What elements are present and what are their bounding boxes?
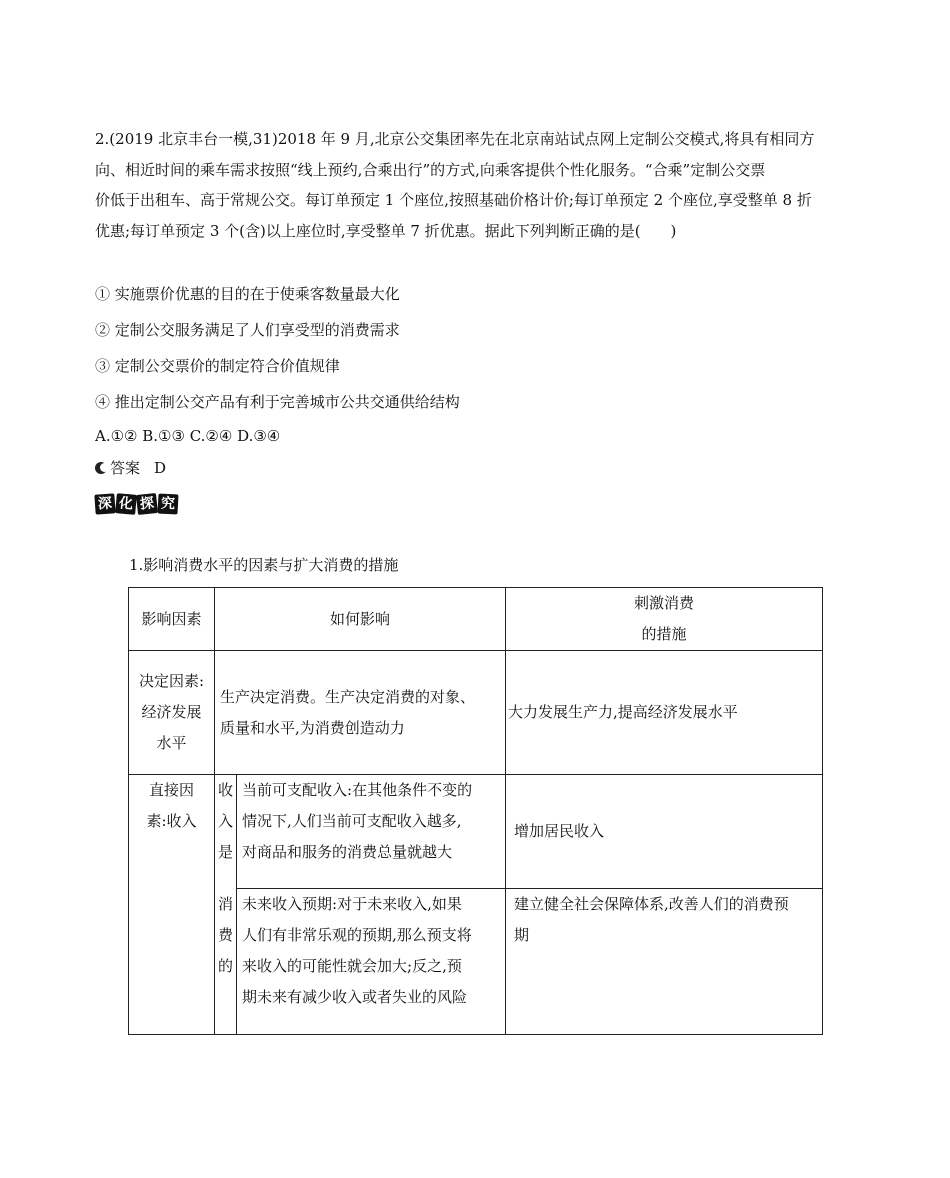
header-measure-line: 刺激消费: [634, 594, 695, 612]
row3-how: [237, 889, 506, 1035]
question-line: 价低于出租车、高于常规公交。每订单预定 1 个座位,按照基础价格计价;每订单预定 2 个座位,享受整单 8 折: [95, 191, 812, 209]
row3-measure: [506, 889, 823, 1035]
cell-char: 消: [218, 894, 234, 913]
answer-row: [95, 453, 166, 483]
badge-char: 究: [157, 493, 178, 514]
question-line: 向、相近时间的乘车需求按照“线上预约,合乘出行”的方式,向乘客提供个性化服务。“合乘”定制公交票: [95, 160, 766, 179]
question-options: [95, 276, 460, 420]
cell-line: 人们有非常乐观的预期,那么预支将: [242, 926, 472, 944]
consumption-table: [128, 587, 823, 1035]
answer-label: 答案: [110, 459, 141, 477]
cell-char: 是: [218, 843, 234, 861]
cell-char: 费: [218, 925, 234, 944]
row2-measure: 增加居民收入: [506, 775, 823, 889]
badge-char: 探: [136, 493, 158, 515]
cell-line: 期未来有减少收入或者失业的风险: [242, 988, 468, 1006]
table-row: [129, 889, 823, 1035]
option-4: ④ 推出定制公交产品有利于完善城市公共交通供给结构: [95, 393, 460, 411]
section-badge: [95, 494, 179, 514]
cell-line: 水平: [156, 734, 187, 752]
table-row: [129, 775, 823, 889]
row1-measure: 大力发展生产力,提高经济发展水平: [506, 651, 823, 775]
question-line: 2.(2019 北京丰台一模,31)2018 年 9 月,北京公交集团率先在北京南站试点网上定制公交模式,将具有相同方: [95, 130, 815, 148]
table-row: [129, 651, 823, 775]
cell-line: 期: [514, 926, 530, 944]
option-2: ② 定制公交服务满足了人们享受型的消费需求: [95, 321, 400, 339]
header-measure: [506, 588, 823, 651]
cell-line: 经济发展: [141, 703, 202, 721]
row1-factor: [129, 651, 215, 775]
row2-factor: [129, 775, 215, 1035]
header-measure-line: 的措施: [641, 625, 687, 643]
cell-line: 未来收入预期:对于未来收入,如果: [242, 895, 462, 913]
answer-moon-icon: [95, 462, 107, 474]
cell-line: 情况下,人们当前可支配收入越多,: [242, 812, 462, 830]
header-how: 如何影响: [215, 588, 506, 651]
row1-how: [215, 651, 506, 775]
row2-how: [237, 775, 506, 889]
option-1: ① 实施票价优惠的目的在于使乘客数量最大化: [95, 285, 400, 303]
option-3: ③ 定制公交票价的制定符合价值规律: [95, 357, 340, 375]
question-text: [95, 124, 835, 246]
header-factor: 影响因素: [129, 588, 215, 651]
question-line: 优惠;每订单预定 3 个(含)以上座位时,享受整单 7 折优惠。据此下列判断正确的是( ): [95, 221, 677, 240]
cell-line: 素:收入: [146, 812, 197, 830]
cell-line: 当前可支配收入:在其他条件不变的: [242, 781, 473, 799]
badge-char: 化: [115, 493, 137, 515]
cell-line: 直接因: [148, 781, 194, 799]
row3-vertical-bottom: [215, 889, 237, 1035]
table-title: 1.影响消费水平的因素与扩大消费的措施: [129, 556, 399, 574]
answer-value: D: [154, 459, 167, 477]
cell-char: 收: [218, 781, 234, 799]
cell-line: 建立健全社会保障体系,改善人们的消费预: [514, 895, 789, 913]
cell-line: 生产决定消费。生产决定消费的对象、: [220, 687, 476, 706]
cell-line: 质量和水平,为消费创造动力: [220, 718, 405, 737]
row2-vertical-top: [215, 775, 237, 889]
badge-char: 深: [94, 493, 115, 514]
cell-line: 来收入的可能性就会加大;反之,预: [242, 957, 462, 975]
cell-char: 的: [218, 956, 234, 975]
cell-line: 对商品和服务的消费总量就越大: [242, 843, 453, 861]
cell-line: 决定因素:: [138, 672, 205, 690]
answer-choices: A.①② B.①③ C.②④ D.③④: [95, 427, 281, 445]
table-header-row: [129, 588, 823, 651]
cell-char: 入: [218, 812, 234, 830]
